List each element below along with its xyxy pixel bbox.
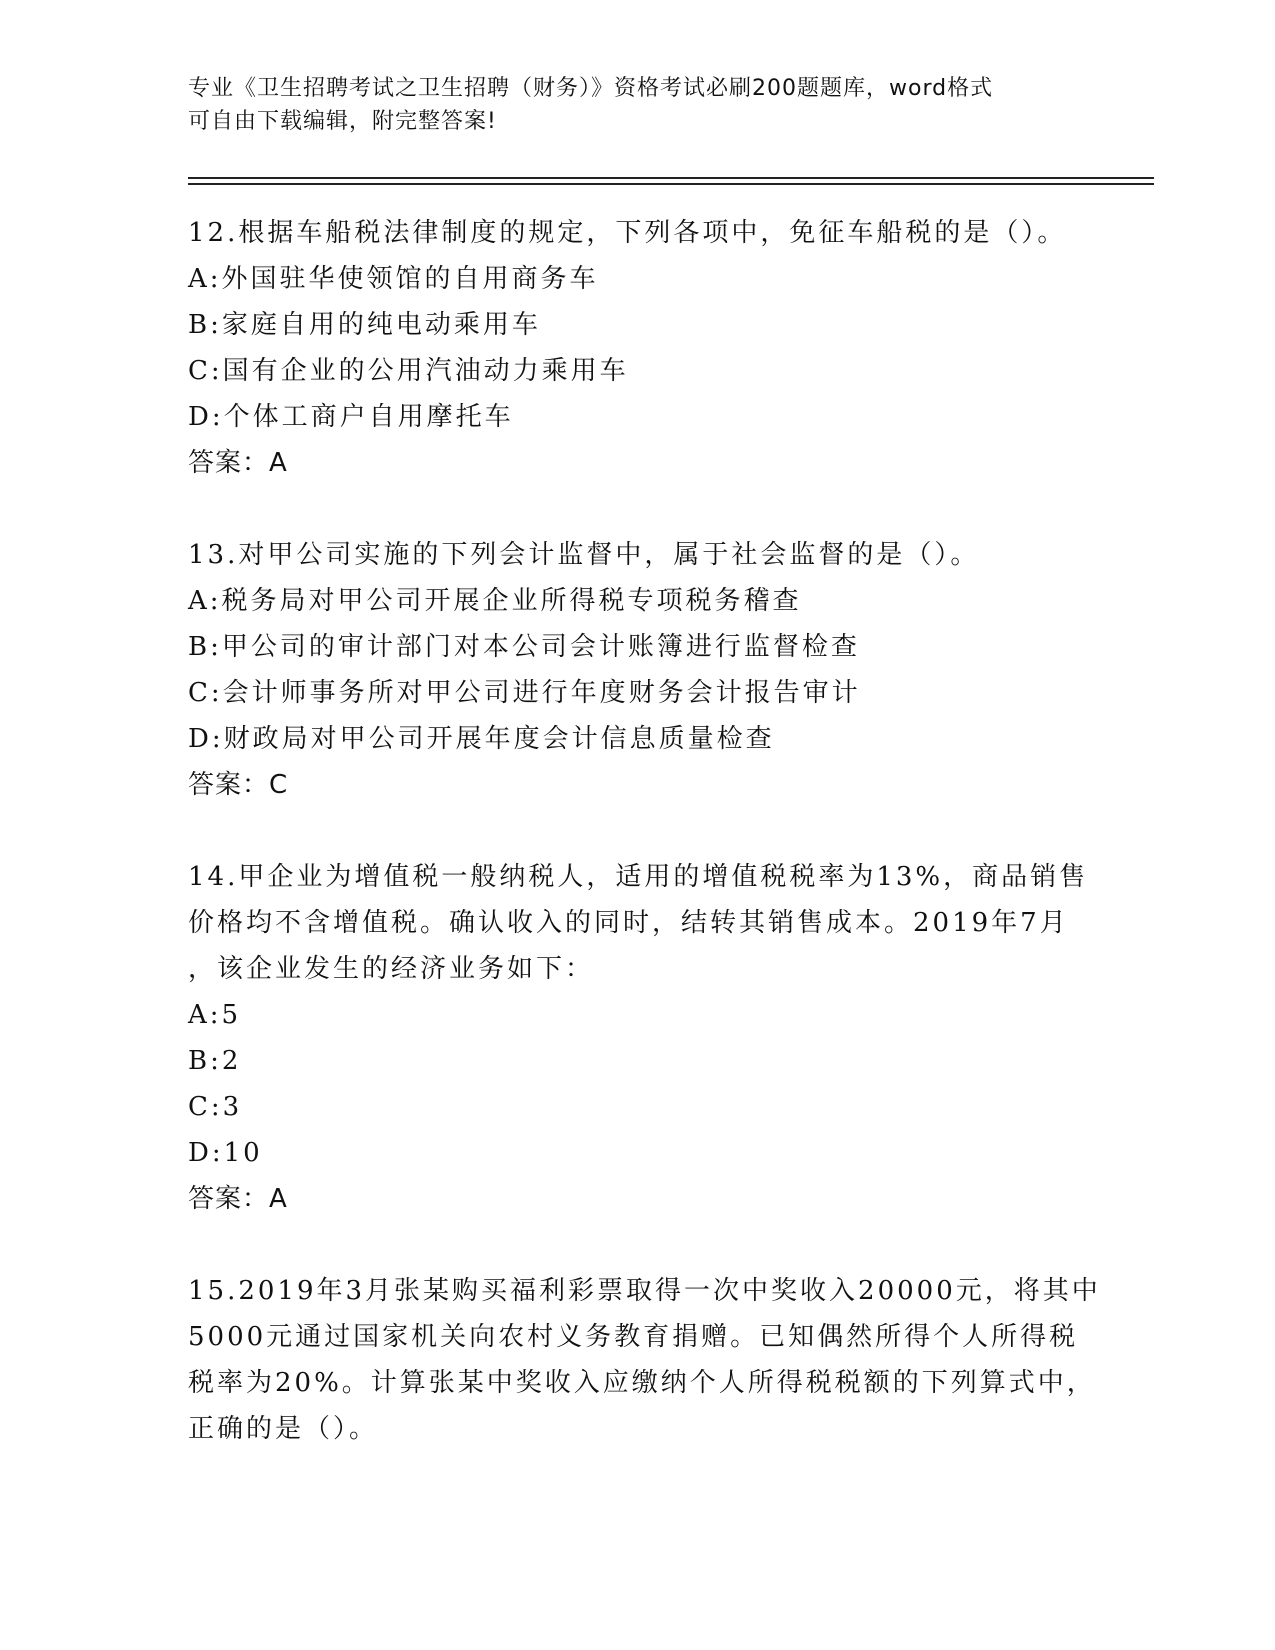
header-line-1: 专业《卫生招聘考试之卫生招聘（财务）》资格考试必刷200题题库，word格式 bbox=[188, 76, 994, 101]
document-header bbox=[188, 72, 1068, 138]
option-a: A:外国驻华使领馆的自用商务车 bbox=[188, 264, 599, 294]
question-stem-line: ，该企业发生的经济业务如下： bbox=[188, 954, 595, 984]
option-b: B:甲公司的审计部门对本公司会计账簿进行监督检查 bbox=[188, 632, 860, 662]
option-b: B:2 bbox=[188, 1046, 242, 1076]
question-15 bbox=[188, 1268, 1101, 1452]
option-c: C:3 bbox=[188, 1092, 243, 1122]
header-line-2: 可自由下载编辑，附完整答案! bbox=[188, 109, 497, 134]
question-14 bbox=[188, 854, 1088, 1222]
option-c: C:国有企业的公用汽油动力乘用车 bbox=[188, 356, 629, 386]
answer-text: 答案：A bbox=[188, 1184, 288, 1214]
question-13 bbox=[188, 532, 1088, 808]
question-stem-line: 14.甲企业为增值税一般纳税人，适用的增值税税率为13%，商品销售 bbox=[188, 862, 1089, 892]
question-stem-line: 税率为20%。计算张某中奖收入应缴纳个人所得税税额的下列算式中， bbox=[188, 1368, 1096, 1398]
question-stem: 13.对甲公司实施的下列会计监督中，属于社会监督的是（）。 bbox=[188, 540, 980, 570]
option-a: A:税务局对甲公司开展企业所得税专项税务稽查 bbox=[188, 586, 802, 616]
header-divider-top bbox=[188, 177, 1154, 179]
option-c: C:会计师事务所对甲公司进行年度财务会计报告审计 bbox=[188, 678, 861, 708]
option-b: B:家庭自用的纯电动乘用车 bbox=[188, 310, 541, 340]
question-stem-line: 5000元通过国家机关向农村义务教育捐赠。已知偶然所得个人所得税 bbox=[188, 1322, 1079, 1352]
answer-text: 答案：A bbox=[188, 448, 288, 478]
option-d: D:10 bbox=[188, 1138, 263, 1168]
header-divider-bottom bbox=[188, 183, 1154, 185]
question-stem-line: 正确的是（）。 bbox=[188, 1414, 379, 1444]
question-list bbox=[188, 210, 1101, 1498]
option-d: D:个体工商户自用摩托车 bbox=[188, 402, 514, 432]
answer-text: 答案：C bbox=[188, 770, 289, 800]
question-12 bbox=[188, 210, 1088, 486]
question-stem-line: 15.2019年3月张某购买福利彩票取得一次中奖收入20000元，将其中 bbox=[188, 1276, 1101, 1306]
option-a: A:5 bbox=[188, 1000, 242, 1030]
option-d: D:财政局对甲公司开展年度会计信息质量检查 bbox=[188, 724, 775, 754]
question-stem-line: 价格均不含增值税。确认收入的同时，结转其销售成本。2019年7月 bbox=[188, 908, 1069, 938]
question-stem: 12.根据车船税法律制度的规定，下列各项中，免征车船税的是（）。 bbox=[188, 218, 1067, 248]
